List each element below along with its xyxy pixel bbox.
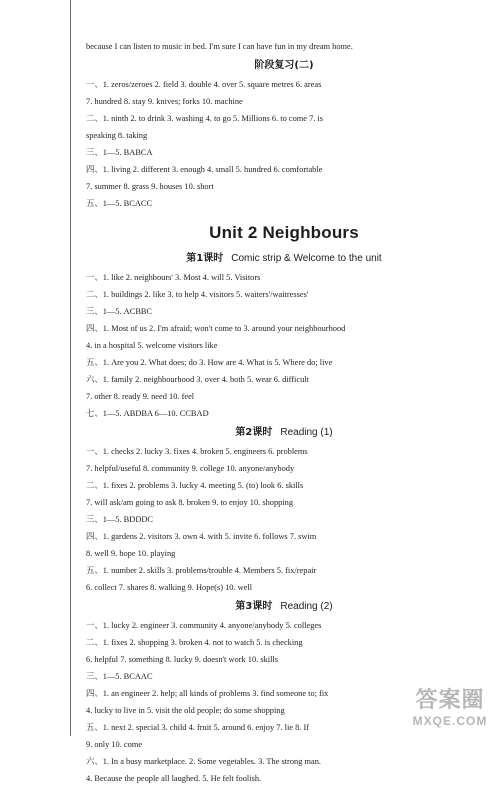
lesson-number: 第3课时 <box>235 601 273 612</box>
lesson-heading-2 <box>86 423 482 443</box>
answer-line: 四、1. gardens 2. visitors 3. own 4. with 5. invite 6. follows 7. swim <box>86 532 317 541</box>
answer-line: 4. in a hospital 5. welcome visitors like <box>86 341 218 350</box>
lesson-topic: Reading (1) <box>280 427 333 438</box>
answer-line: 7. helpful/useful 8. community 9. college 10. anyone/anybody <box>86 464 295 473</box>
answer-line: 二、1. ninth 2. to drink 3. washing 4. to go 5. Millions 6. to come 7. is <box>86 114 324 123</box>
answer-line: 二、1. buildings 2. like 3. to help 4. visitors 5. waiters'/waitresses' <box>86 290 309 299</box>
answer-line: 7. summer 8. grass 9. houses 10. short <box>86 182 214 191</box>
answer-line: 4. lucky to live in 5. visit the old people; do some shopping <box>86 706 285 715</box>
answer-line: 二、1. fixes 2. shopping 3. broken 4. not to watch 5. is checking <box>86 638 303 647</box>
lesson-number: 第1课时 <box>186 253 224 264</box>
watermark-url: MXQE.COM <box>412 714 488 728</box>
answer-line: 三、1—5. ACBBC <box>86 307 153 316</box>
answer-line: 7. will ask/am going to ask 8. broken 9. to enjoy 10. shopping <box>86 498 294 507</box>
answer-line: 7. hundred 8. stay 9. knives; forks 10. machine <box>86 97 243 106</box>
section-heading-review <box>86 56 482 76</box>
page-content <box>86 38 482 787</box>
answer-line: 五、1—5. BCACC <box>86 199 153 208</box>
answer-line: 七、1—5. ABDBA 6—10. CCBAD <box>86 409 209 418</box>
lesson-heading-3 <box>86 597 482 617</box>
unit-title: Unit 2 Neighbours <box>209 223 359 242</box>
answer-line: 二、1. fixes 2. problems 3. lucky 4. meeting 5. (to) look 6. skills <box>86 481 304 490</box>
answer-line: 六、1. In a busy marketplace. 2. Some vegetables. 3. The strong man. <box>86 757 321 766</box>
lesson2-answers <box>86 443 482 596</box>
answer-line: 一、1. checks 2. lucky 3. fixes 4. broken 5. engineers 6. problems <box>86 447 308 456</box>
lesson-topic: Comic strip & Welcome to the unit <box>231 253 382 264</box>
lesson-number: 第2课时 <box>235 427 273 438</box>
answer-line: 6. collect 7. shares 8. walking 9. Hope(s) 10. well <box>86 583 253 592</box>
answer-line: 6. helpful 7. something 8. lucky 9. doesn't work 10. skills <box>86 655 279 664</box>
answer-line: 一、1. like 2. neighbours' 3. Most 4. will 5. Visitors <box>86 273 261 282</box>
answer-line: 四、1. Most of us 2. I'm afraid; won't come to 3. around your neighbourhood <box>86 324 346 333</box>
answer-line: 三、1—5. BABCA <box>86 148 153 157</box>
watermark-text: 答案圈 <box>415 688 485 713</box>
text-line: because I can listen to music in bed. I'm sure I can have fun in my dream home. <box>86 42 353 51</box>
answer-line: 一、1. lucky 2. engineer 3. community 4. anyone/anybody 5. colleges <box>86 621 322 630</box>
lesson-topic: Reading (2) <box>280 601 333 612</box>
answer-line: 一、1. zeros/zeroes 2. field 3. double 4. over 5. square metres 6. areas <box>86 80 322 89</box>
watermark-logo <box>404 688 496 732</box>
lesson1-answers <box>86 269 482 422</box>
answer-line: 9. only 10. come <box>86 740 143 749</box>
answer-line: speaking 8. taking <box>86 131 148 140</box>
lesson-heading-1 <box>86 249 482 269</box>
answer-line: 三、1—5. BCAAC <box>86 672 153 681</box>
answer-line: 五、1. Are you 2. What does; do 3. How are 4. What is 5. Where do; live <box>86 358 333 367</box>
answer-line: 五、1. number 2. skills 3. problems/trouble 4. Members 5. fix/repair <box>86 566 317 575</box>
answer-line: 三、1—5. BDDDC <box>86 515 154 524</box>
binding-line <box>70 0 71 736</box>
answer-line: 四、1. living 2. different 3. enough 4. small 5. hundred 6. comfortable <box>86 165 323 174</box>
section-heading-text: 阶段复习(二) <box>254 60 314 71</box>
answer-line: 六、1. family 2. neighbourhood 3. over 4. both 5. wear 6. difficult <box>86 375 309 384</box>
answer-line: 8. well 9. hope 10. playing <box>86 549 176 558</box>
answer-line: 四、1. an engineer 2. help; all kinds of problems 3. find someone to; fix <box>86 689 329 698</box>
answer-line: 7. other 8. ready 9. need 10. feel <box>86 392 195 401</box>
answer-line: 4. Because the people all laughed. 5. He felt foolish. <box>86 774 262 783</box>
review-answers <box>86 76 482 212</box>
answer-line: 五、1. next 2. special 3. child 4. fruit 5. around 6. enjoy 7. lie 8. If <box>86 723 310 732</box>
